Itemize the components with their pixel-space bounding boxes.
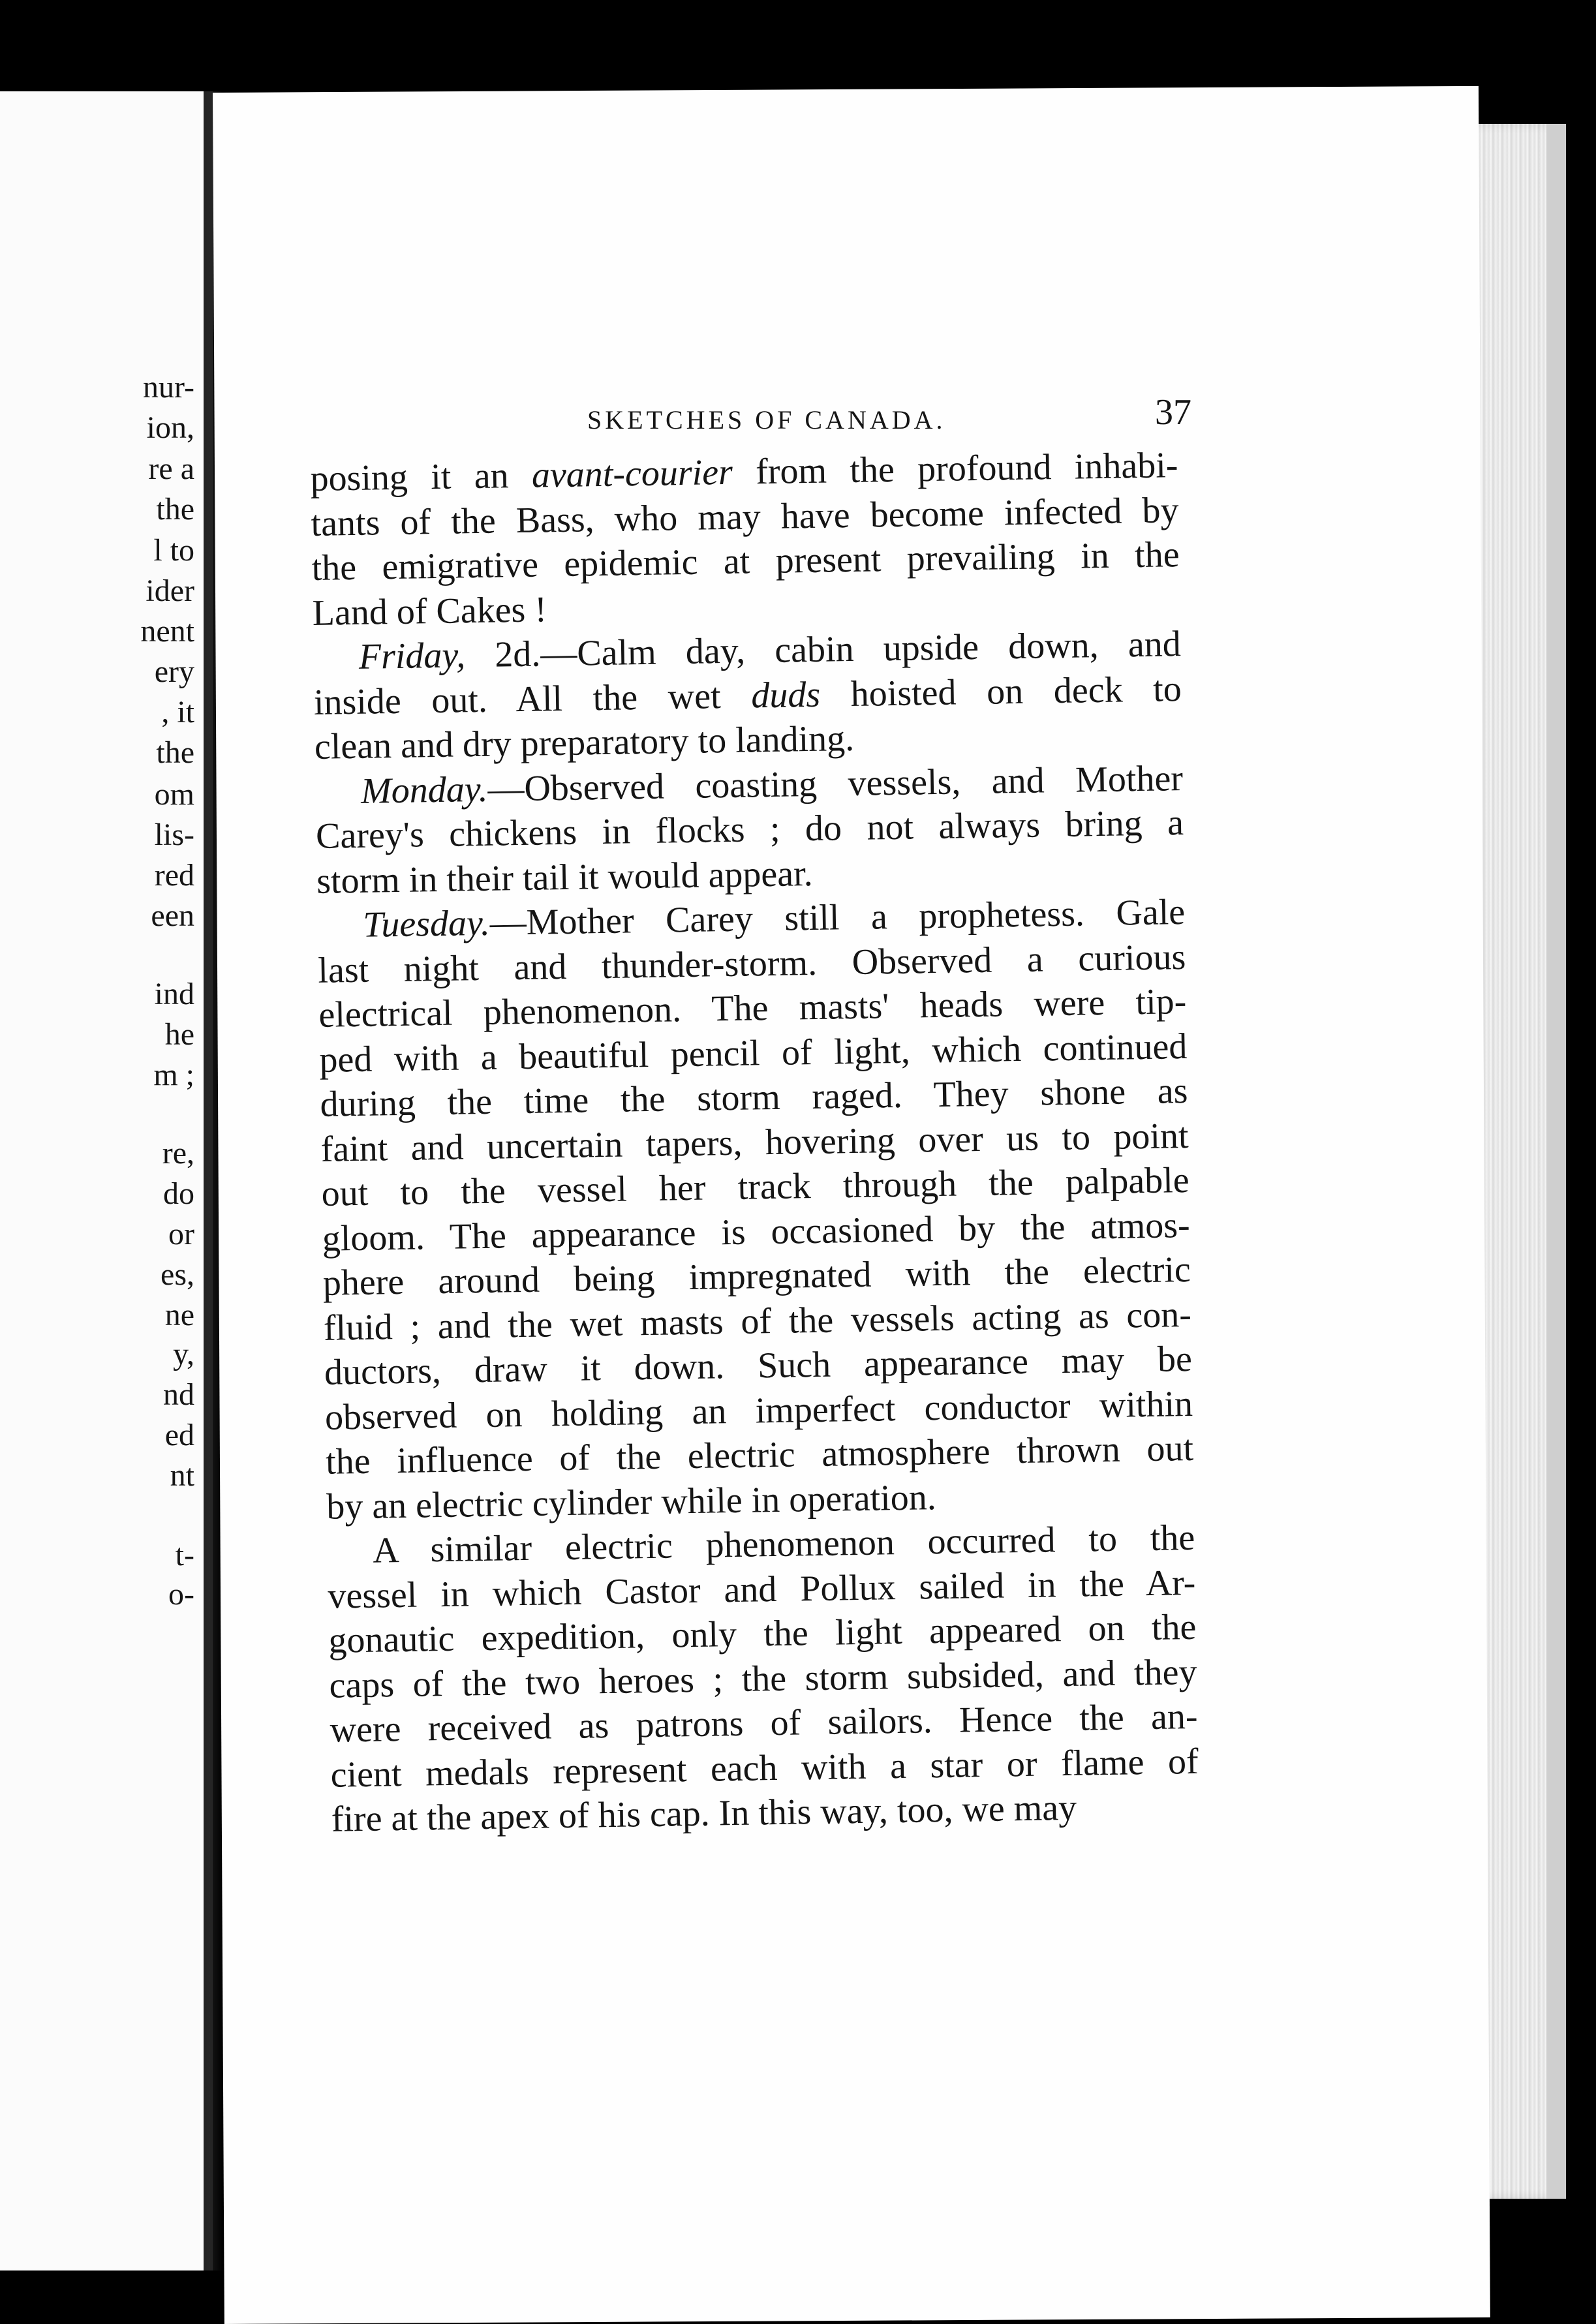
left-page-fragment-line: o- xyxy=(168,1577,194,1612)
text-run: fluid ; and the wet masts of the vessels acting as con- xyxy=(323,1294,1192,1349)
text-run: faint and uncertain tapers, hovering over us to point xyxy=(320,1115,1189,1170)
italic-run: Friday, xyxy=(358,635,466,677)
left-page-fragment-line: the xyxy=(156,492,194,527)
left-page-fragment-line: ed xyxy=(164,1418,194,1452)
left-page-fragment-line: re, xyxy=(162,1136,194,1170)
left-page-fragment-line: nt xyxy=(170,1458,194,1493)
paragraph xyxy=(317,890,1195,1529)
italic-run: Monday. xyxy=(360,769,488,812)
left-page-fragment-line: een xyxy=(151,898,194,933)
left-page-fragment-line: lis- xyxy=(154,818,194,852)
body-text xyxy=(310,443,1199,1842)
italic-run: Tuesday. xyxy=(362,902,491,945)
text-run: hoisted on deck to xyxy=(820,668,1182,715)
text-run: Carey's chickens in flocks ; do not always bring a xyxy=(315,803,1184,857)
text-run: —Mother Carey still a prophetess. Gale xyxy=(489,892,1186,943)
text-run: gloom. The appearance is occasioned by the atmos- xyxy=(322,1204,1191,1259)
left-page-fragment-line: nur- xyxy=(142,370,194,405)
text-run: posing it an xyxy=(310,455,532,499)
left-page-fragment-line: es, xyxy=(161,1257,194,1292)
text-run: vessel in which Castor and Pollux sailed in the Ar- xyxy=(327,1562,1196,1617)
text-run: 2d.—Calm day, cabin upside down, and xyxy=(465,624,1182,676)
text-run: A similar electric phenomenon occurred to the xyxy=(372,1517,1195,1571)
text-run: —Observed coasting vessels, and Mother xyxy=(487,757,1184,810)
left-page-fragment-line: re a xyxy=(148,451,194,486)
left-page-fragment-line: , it xyxy=(161,695,194,729)
text-run: electrical phenomenon. The masts' heads were tip- xyxy=(318,981,1187,1035)
left-page-fragment-line: ider xyxy=(146,573,194,608)
text-run: ped with a beautiful pencil of light, which continued xyxy=(319,1026,1188,1080)
left-page-fragment-line: nd xyxy=(163,1377,194,1412)
left-page-fragment-line: nent xyxy=(140,614,194,649)
left-page-fragment-line: t- xyxy=(175,1538,194,1572)
text-run: out to the vessel her track through the palpable xyxy=(321,1159,1190,1214)
text-run: Land of Cakes ! xyxy=(312,589,547,634)
text-run: last night and thunder-storm. Observed a curious xyxy=(317,936,1186,991)
page-number: 37 xyxy=(1155,392,1191,433)
left-page-fragment-line: ind xyxy=(154,977,194,1011)
paragraph xyxy=(315,756,1185,904)
text-run: phere around being impregnated with the electric xyxy=(322,1249,1191,1304)
paragraph xyxy=(310,443,1180,635)
text-run: clean and dry preparatory to landing. xyxy=(314,718,855,767)
left-page-fragment xyxy=(0,91,213,2270)
text-run: during the time the storm raged. They shone as xyxy=(320,1070,1188,1125)
paragraph xyxy=(313,622,1182,769)
left-page-fragment-line: he xyxy=(164,1017,194,1052)
text-run: inside out. All the wet xyxy=(313,675,752,723)
left-page-fragment-line: y, xyxy=(173,1337,194,1371)
left-page-fragment-line: ne xyxy=(164,1298,194,1332)
paragraph xyxy=(327,1516,1199,1842)
italic-run: avant-courier xyxy=(531,451,733,496)
left-page-fragment-line: the xyxy=(156,735,194,770)
text-run: the influence of the electric atmosphere thrown out xyxy=(325,1428,1194,1482)
text-run: from the profound inhabi- xyxy=(732,445,1178,493)
left-page-fragment-line: m ; xyxy=(153,1058,194,1092)
left-page-fragment-line: l to xyxy=(153,533,194,568)
left-page-fragment-line: ery xyxy=(154,654,194,689)
left-page-fragment-line: om xyxy=(154,777,194,812)
text-run: observed on holding an imperfect conductor within xyxy=(324,1383,1193,1438)
running-title: SKETCHES OF CANADA. xyxy=(587,405,946,435)
text-run: the emigrative epidemic at present prevailing in the xyxy=(311,534,1180,589)
text-run: tants of the Bass, who may have become infected by xyxy=(311,489,1179,544)
text-run: ductors, draw it down. Such appearance may be xyxy=(324,1338,1193,1393)
text-run: gonautic expedition, only the light appeared on the xyxy=(328,1606,1197,1661)
left-page-fragment-line: or xyxy=(168,1217,194,1251)
text-run: were received as patrons of sailors. Hence the an- xyxy=(330,1696,1198,1751)
text-run: by an electric cylinder while in operation. xyxy=(326,1476,937,1527)
left-page-fragment-line: ion, xyxy=(146,410,194,445)
text-run: caps of the two heroes ; the storm subsided, and they xyxy=(329,1651,1197,1706)
text-run: cient medals represent each with a star or flame of xyxy=(330,1741,1199,1796)
text-run: storm in their tail it would appear. xyxy=(316,853,814,902)
left-page-fragment-line: red xyxy=(154,858,194,893)
text-run: fire at the apex of his cap. In this way, too, we may xyxy=(331,1787,1077,1840)
italic-run: duds xyxy=(750,674,821,716)
left-page-fragment-line: do xyxy=(163,1176,194,1211)
